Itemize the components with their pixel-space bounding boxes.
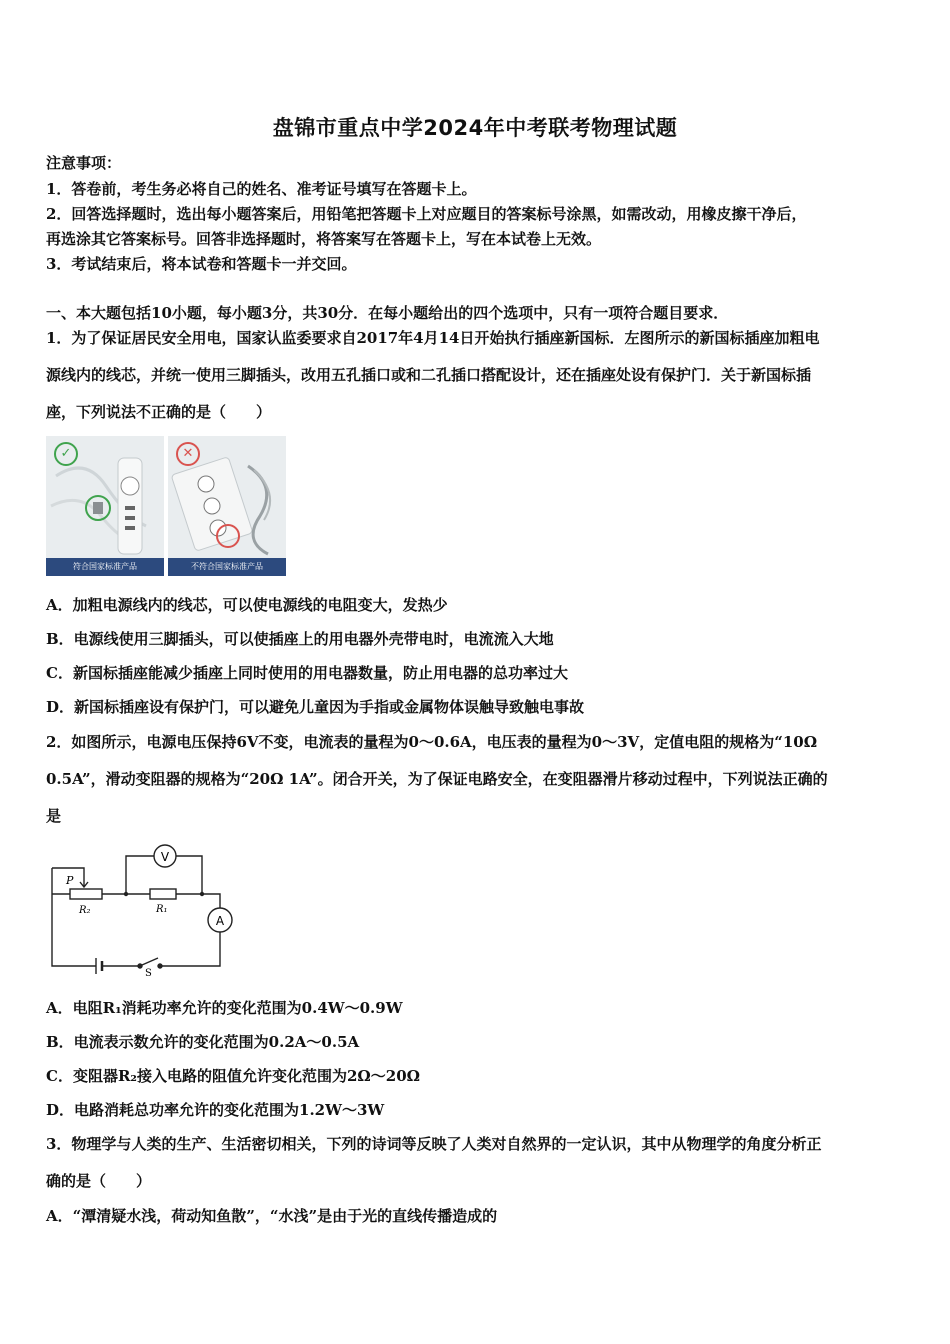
voltmeter-label: V <box>160 850 170 864</box>
page-title: 盘锦市重点中学2024年中考联考物理试题 <box>272 116 678 140</box>
notice-item: 3．考试结束后，将本试卷和答题卡一并交回。 <box>46 255 357 273</box>
option-a: A．“潭清疑水浅，荷动知鱼散”，“水浅”是由于光的直线传播造成的 <box>46 1207 498 1225</box>
compliant-socket-photo <box>46 436 164 576</box>
question-1-line: 1．为了保证居民安全用电，国家认监委要求自2017年4月14日开始执行插座新国标．左图所示的新国标插座加粗电 <box>46 329 820 347</box>
noncompliant-caption: 不符合国家标准产品 <box>168 558 286 576</box>
option-a: A．加粗电源线内的线芯，可以使电源线的电阻变大，发热少 <box>46 596 448 614</box>
option-c: C．变阻器R₂接入电路的阻值允许变化范围为2Ω～20Ω <box>46 1067 420 1085</box>
notice-item: 再选涂其它答案标号。回答非选择题时，将答案写在答题卡上，写在本试卷上无效。 <box>46 230 602 248</box>
option-b: B．电流表示数允许的变化范围为0.2A～0.5A <box>46 1033 360 1051</box>
option-c: C．新国标插座能减少插座上同时使用的用电器数量，防止用电器的总功率过大 <box>46 664 568 682</box>
junction-right <box>200 892 204 896</box>
notice-item: 1．答卷前，考生务必将自己的姓名、准考证号填写在答题卡上。 <box>46 180 477 198</box>
option-d: D．新国标插座设有保护门，可以避免儿童因为手指或金属物体误触导致触电事故 <box>46 698 585 716</box>
question-1-line: 源线内的线芯，并统一使用三脚插头，改用五孔插口或和二孔插口搭配设计，还在插座处设有保护门．关于新国标插 <box>46 366 812 384</box>
option-b: B．电源线使用三脚插头，可以使插座上的用电器外壳带电时，电流流入大地 <box>46 630 554 648</box>
compliant-caption: 符合国家标准产品 <box>46 558 164 576</box>
notice-heading: 注意事项： <box>46 154 122 172</box>
question-3-line: 3．物理学与人类的生产、生活密切相关，下列的诗词等反映了人类对自然界的一定认识，其中从物理学的角度分析正 <box>46 1135 822 1153</box>
circuit-diagram <box>46 840 236 978</box>
slider-label: P <box>66 874 74 887</box>
r2-label: R₂ <box>79 905 91 916</box>
socket-comparison-figure <box>46 436 288 576</box>
notice-item: 2．回答选择题时，选出每小题答案后，用铅笔把答题卡上对应题目的答案标号涂黑，如需改动，用橡皮擦干净后， <box>46 205 807 223</box>
r1-label: R₁ <box>156 904 168 915</box>
question-1-line: 座，下列说法不正确的是（ ） <box>46 403 272 421</box>
ammeter-label: A <box>215 914 225 928</box>
cross-icon: ✕ <box>176 442 200 466</box>
junction-left <box>124 892 128 896</box>
question-2-line: 是 <box>46 807 62 825</box>
check-icon: ✓ <box>54 442 78 466</box>
question-2-line: 2．如图所示，电源电压保持6V不变，电流表的量程为0～0.6A，电压表的量程为0～3V，定值电阻的规格为“10Ω <box>46 733 818 751</box>
option-d: D．电路消耗总功率允许的变化范围为1.2W～3W <box>46 1101 385 1119</box>
noncompliant-socket-photo <box>168 436 286 576</box>
switch-label: S <box>145 968 152 978</box>
option-a: A．电阻R₁消耗功率允许的变化范围为0.4W～0.9W <box>46 999 403 1017</box>
question-2-line: 0.5A”，滑动变阻器的规格为“20Ω 1A”。闭合开关，为了保证电路安全，在变阻器滑片移动过程中，下列说法正确的 <box>46 770 828 788</box>
section-heading: 一、本大题包括10小题，每小题3分，共30分．在每小题给出的四个选项中，只有一项符合题目要求． <box>46 304 729 322</box>
question-3-line: 确的是（ ） <box>46 1172 152 1190</box>
